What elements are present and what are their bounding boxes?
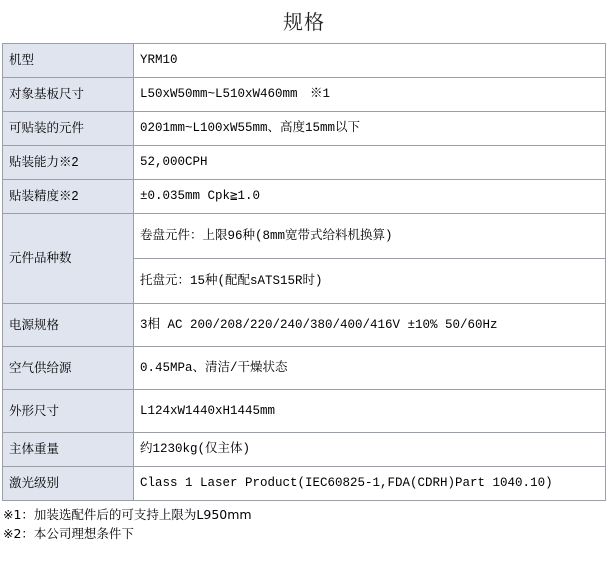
row-value: 52,000CPH — [134, 146, 606, 180]
row-label: 贴装精度※2 — [3, 180, 134, 214]
table-row — [3, 78, 606, 112]
row-label: 对象基板尺寸 — [3, 78, 134, 112]
row-label: 贴装能力※2 — [3, 146, 134, 180]
row-value-reel: 卷盘元件：上限96种(8mm宽带式给料机换算) — [134, 214, 606, 259]
row-value: 0201mm~L100xW55mm、高度15mm以下 — [134, 112, 606, 146]
table-row — [3, 180, 606, 214]
row-value: 3相 AC 200/208/220/240/380/400/416V ±10% 50/60Hz — [134, 304, 606, 347]
table-row — [3, 433, 606, 467]
row-label: 可贴装的元件 — [3, 112, 134, 146]
footnote-1: ※1：加装选配件后的可支持上限为L950mm — [3, 507, 252, 522]
table-row — [3, 347, 606, 390]
table-row — [3, 146, 606, 180]
row-value: ±0.035mm Cpk≧1.0 — [134, 180, 606, 214]
table-row — [3, 467, 606, 501]
row-value: YRM10 — [134, 44, 606, 78]
page-title: 规格 — [283, 12, 325, 34]
footnote-2: ※2：本公司理想条件下 — [3, 526, 134, 542]
row-label: 主体重量 — [3, 433, 134, 467]
table-row — [3, 390, 606, 433]
row-label: 激光级别 — [3, 467, 134, 501]
table-row — [3, 112, 606, 146]
footnotes — [2, 505, 606, 544]
row-value: 约1230kg(仅主体) — [134, 433, 606, 467]
row-label: 空气供给源 — [3, 347, 134, 390]
row-value: Class 1 Laser Product(IEC60825-1,FDA(CDRH)Part 1040.10) — [134, 467, 606, 501]
row-label: 元件品种数 — [3, 214, 134, 304]
table-row-component-types — [3, 214, 606, 259]
row-value: L124xW1440xH1445mm — [134, 390, 606, 433]
row-value: 0.45MPa、清洁/干燥状态 — [134, 347, 606, 390]
row-label: 电源规格 — [3, 304, 134, 347]
table-row — [3, 44, 606, 78]
table-row — [3, 304, 606, 347]
row-value: L50xW50mm~L510xW460mm ※1 — [134, 78, 606, 112]
row-label: 机型 — [3, 44, 134, 78]
row-label: 外形尺寸 — [3, 390, 134, 433]
row-value-tray: 托盘元：15种(配配sATS15R时) — [134, 259, 606, 304]
specification-table — [2, 43, 606, 501]
